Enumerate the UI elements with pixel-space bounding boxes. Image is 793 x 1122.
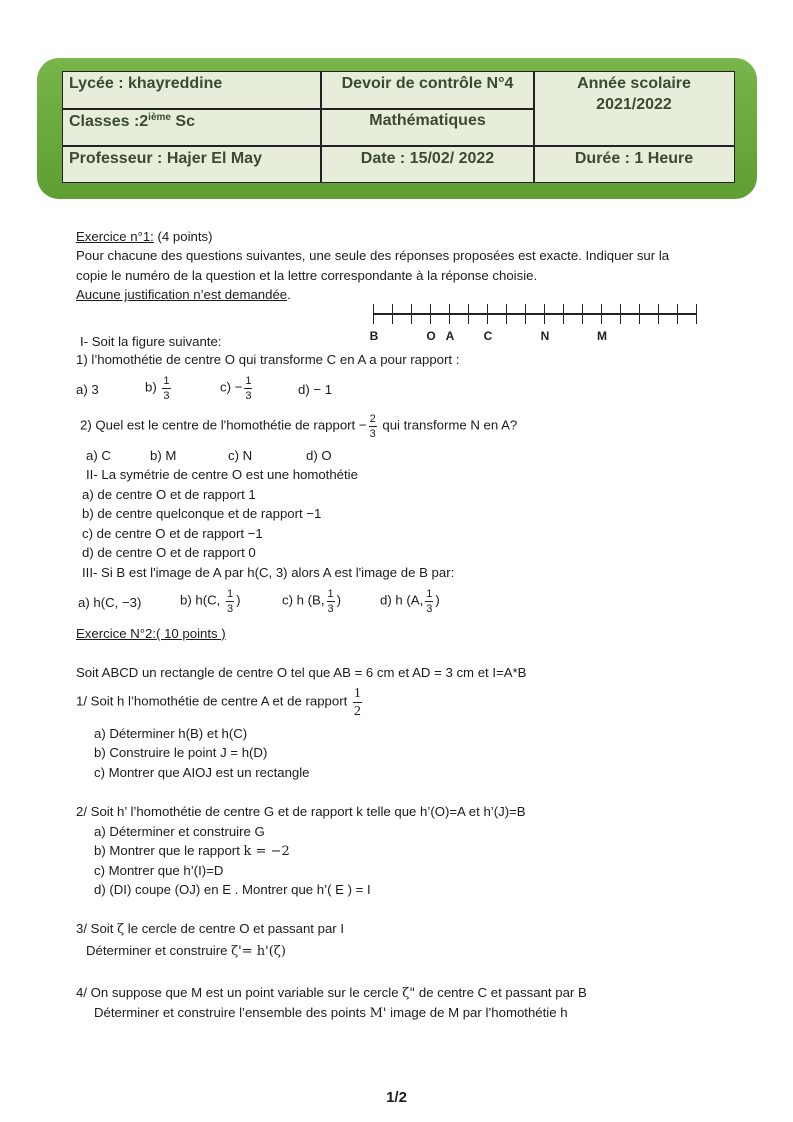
number-line-tick [658, 304, 659, 324]
q2-text-before: 2) Quel est le centre de l'homothétie de rapport [80, 417, 359, 433]
exam-duration: Durée : 1 Heure [574, 150, 694, 167]
frac-num: 1 [163, 375, 170, 387]
zeta-symbol: ζ [117, 922, 125, 937]
number-line-tick [620, 304, 621, 324]
number-line-tick [392, 304, 393, 324]
paren-close: ) [236, 592, 241, 608]
part-1-title: I- Soit la figure suivante: [80, 334, 222, 349]
p3-b-label: b) h(C, [180, 592, 224, 608]
question-1: 1) l’homothétie de centre O qui transforme C en A a pour rapport : [76, 352, 460, 367]
frac-den: 3 [245, 390, 252, 402]
number-line-tick [430, 304, 431, 324]
school-name: Lycée : khayreddine [69, 75, 223, 92]
exercise-2-intro: Soit ABCD un rectangle de centre O tel que AB = 6 cm et AD = 3 cm et I=A*B [76, 665, 527, 680]
number-line-tick [449, 304, 450, 324]
frac-den: 3 [226, 603, 234, 615]
frac-num: 2 [369, 413, 376, 425]
fraction-one-third [327, 589, 335, 615]
ex2-q1-item-b: b) Construire le point J = h(D) [94, 745, 268, 760]
fraction-one-third [425, 589, 433, 615]
exercise-1-title: Exercice n°1: [76, 229, 154, 244]
row-divider [63, 108, 534, 110]
frac-num: 1 [353, 686, 361, 701]
q3-line2-text: Déterminer et construire [86, 943, 232, 958]
number-line-tick [487, 304, 488, 324]
frac-num: 1 [226, 588, 234, 600]
number-line-tick [696, 304, 697, 324]
q4-line2-text-a: Déterminer et construire l’ensemble des points [94, 1005, 370, 1020]
part-3-title: III- Si B est l'image de A par h(C, 3) alors A est l'image de B par: [82, 565, 455, 580]
frac-den: 3 [369, 428, 376, 440]
point-label-o: O [426, 329, 436, 343]
ex2-question-1 [76, 686, 364, 718]
point-label-a: A [445, 329, 455, 343]
ex2-question-4-line1 [76, 986, 587, 1000]
p2-option-d: d) de centre O et de rapport 0 [82, 545, 256, 560]
number-line [373, 313, 696, 315]
no-justification-end: . [287, 287, 291, 302]
exercise-1-intro-line2: copie le numéro de la question et la lettre correspondante à la réponse choisie. [76, 268, 538, 283]
number-line-tick [411, 304, 412, 324]
teacher-name: Professeur : Hajer El May [69, 150, 262, 167]
q4-line2-text-b: image de M par l’homothétie h [386, 1005, 568, 1020]
ex2-question-2: 2/ Soit h’ l’homothétie de centre G et de rapport k telle que h’(O)=A et h’(J)=B [76, 804, 526, 819]
exam-date: Date : 15/02/ 2022 [360, 150, 495, 167]
point-label-b: B [369, 329, 379, 343]
question-2 [80, 413, 517, 439]
q2-sign: − [358, 417, 367, 433]
q1-option-b [145, 375, 173, 401]
point-label-m: M [597, 329, 607, 343]
q4-text-b: de centre C et passant par B [415, 985, 587, 1000]
zeta-double-prime-symbol: ζ" [402, 986, 416, 1001]
p3-c-label: c) h (B, [282, 592, 325, 608]
ratio-k-formula: k = −2 [243, 844, 290, 859]
q1-option-c [220, 375, 254, 401]
fraction-one-half [353, 687, 362, 719]
number-line-tick [677, 304, 678, 324]
p3-option-d [380, 588, 440, 614]
number-line-tick [506, 304, 507, 324]
q2-option-d: d) O [306, 448, 332, 463]
ex2-q1-item-a: a) Déterminer h(B) et h(C) [94, 726, 248, 741]
school-year-label: Année scolaire [577, 75, 691, 92]
exercise-1-heading [76, 230, 212, 243]
p3-option-b [180, 588, 241, 614]
frac-den: 3 [163, 390, 170, 402]
p2-option-a: a) de centre O et de rapport 1 [82, 487, 256, 502]
class-level [69, 112, 195, 131]
subject: Mathématiques [369, 112, 486, 129]
number-line-tick [582, 304, 583, 324]
fraction-one-third [244, 376, 252, 402]
part-2-title: II- La symétrie de centre O est une homothétie [86, 467, 358, 482]
ex2-q2-item-a: a) Déterminer et construire G [94, 824, 265, 839]
number-line-tick [639, 304, 640, 324]
exercise-2-title: Exercice N°2:( 10 points ) [76, 626, 226, 641]
fraction-one-third [226, 589, 234, 615]
ex2-q1-text: 1/ Soit h l’homothétie de centre A et de rapport [76, 693, 351, 709]
q1-option-d: d) − 1 [298, 382, 333, 397]
ex2-question-3-line2 [86, 944, 286, 958]
p3-option-a: a) h(C, −3) [78, 595, 142, 610]
q4-text-a: 4/ On suppose que M est un point variable sur le cercle [76, 985, 403, 1000]
number-line-tick [468, 304, 469, 324]
p3-option-c [282, 588, 341, 614]
ex2-q2-item-d: d) (DI) coupe (OJ) en E . Montrer que h’( E ) = I [94, 882, 371, 897]
q3-text-b: le cercle de centre O et passant par I [124, 921, 345, 936]
row-divider [63, 145, 734, 147]
frac-den: 3 [426, 603, 433, 615]
ex2-q1-item-c: c) Montrer que AIOJ est un rectangle [94, 765, 310, 780]
q1-option-a: a) 3 [76, 382, 99, 397]
point-label-n: N [540, 329, 550, 343]
header-table [62, 71, 735, 183]
class-sup: ième [148, 112, 171, 123]
paren-close: ) [336, 592, 342, 608]
p2-option-c: c) de centre O et de rapport −1 [82, 526, 263, 541]
number-line-tick [544, 304, 545, 324]
exercise-1-intro-line1: Pour chacune des questions suivantes, une seule des réponses proposées est exacte. Indiquer sur la [76, 248, 670, 263]
number-line-tick [563, 304, 564, 324]
frac-den: 3 [327, 603, 334, 615]
ex2-q2-item-c: c) Montrer que h’(I)=D [94, 863, 224, 878]
q2-option-c: c) N [228, 448, 253, 463]
class-prefix: Classes :2 [69, 113, 149, 130]
no-justification-note [76, 288, 291, 301]
p3-d-label: d) h (A, [380, 592, 424, 608]
ex2-q2-item-b [94, 844, 290, 858]
m-prime-symbol: M' [369, 1006, 387, 1021]
number-line-tick [373, 304, 374, 324]
frac-den: 2 [353, 704, 361, 719]
frac-num: 1 [327, 588, 334, 600]
ex2-question-3-line1 [76, 922, 344, 936]
paren-close: ) [435, 592, 440, 608]
q2-option-a: a) C [86, 448, 111, 463]
point-label-c: C [483, 329, 493, 343]
fraction-two-thirds [369, 414, 377, 440]
ex2-q2-b-text: b) Montrer que le rapport [94, 843, 244, 858]
page-number: 1/2 [386, 1089, 407, 1106]
fraction-one-third [162, 376, 170, 402]
q2-text-after: qui transforme N en A? [378, 417, 518, 433]
frac-num: 1 [426, 588, 433, 600]
number-line-tick [601, 304, 602, 324]
number-line-figure [368, 300, 708, 345]
number-line-tick [525, 304, 526, 324]
p2-option-b: b) de centre quelconque et de rapport −1 [82, 506, 322, 521]
exercise-1-points: (4 points) [153, 229, 213, 244]
no-justification-text: Aucune justification n’est demandée [76, 287, 288, 302]
q1-b-label: b) [145, 379, 157, 395]
zeta-prime-formula: ζ'= h'(ζ) [231, 944, 286, 959]
q3-text-a: 3/ Soit [76, 921, 118, 936]
school-year-value: 2021/2022 [596, 96, 672, 113]
class-suffix: Sc [170, 113, 195, 130]
ex2-question-4-line2 [94, 1006, 568, 1020]
exam-title: Devoir de contrôle N°4 [341, 75, 514, 92]
q2-option-b: b) M [150, 448, 177, 463]
q1-c-label: c) − [220, 379, 243, 395]
frac-num: 1 [245, 375, 252, 387]
